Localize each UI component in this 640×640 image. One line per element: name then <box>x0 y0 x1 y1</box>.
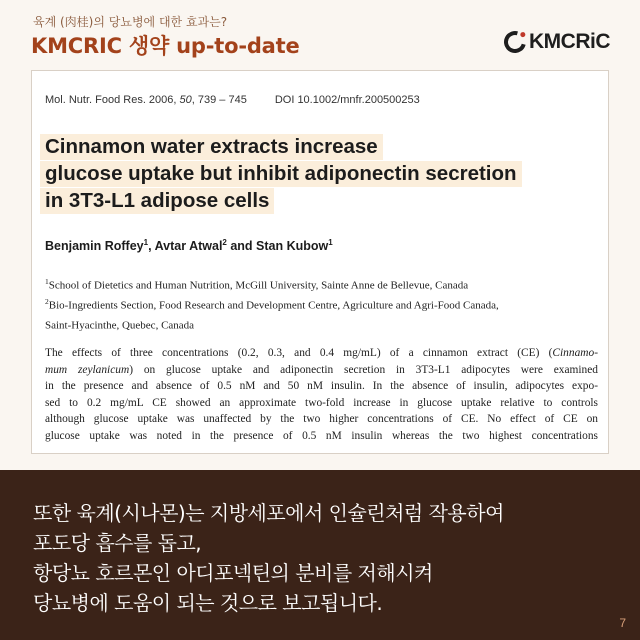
citation-pages: , 739 – 745 <box>191 94 247 106</box>
citation-journal: Mol. Nutr. Food Res. 2006, <box>45 94 180 106</box>
abstract-line: The effects of three concentrations (0.2, 0.3, and 0.4 mg/mL) of a cinnamon extract (CE) (Cinnamo- <box>45 347 598 359</box>
abstract-line: glucose uptake was noted in the presence of 0.5 nM insulin whereas the two highest concentrations <box>45 429 598 442</box>
header-title: KMCRIC 생약 up-to-date <box>31 34 300 58</box>
author-affil-mark: 2 <box>222 238 227 247</box>
abstract-line: in the presence and absence of 0.5 nM and 50 nM insulin. In the absence of insulin, adipocytes expo- <box>45 380 598 393</box>
author-affil-mark: 1 <box>328 238 333 247</box>
author-name: Avtar Atwal <box>154 239 223 254</box>
page-number: 7 <box>619 616 626 630</box>
affiliation-line <box>45 294 600 314</box>
author-name: Stan Kubow <box>256 239 329 254</box>
summary-line: 항당뇨 호르몬인 아디포넥틴의 분비를 저해시켜 <box>33 561 433 585</box>
header-subtitle: 육계 (肉桂)의 당뇨병에 대한 효과는? <box>33 15 228 29</box>
affiliation-line <box>45 314 600 334</box>
affil-mark: 1 <box>45 277 49 286</box>
summary-line: 당뇨병에 도움이 되는 것으로 보고됩니다. <box>33 591 383 615</box>
abstract-line: mum zeylanicum) on glucose uptake and adiponectin secretion in 3T3-L1 adipocytes were examined <box>45 363 598 376</box>
paper-title <box>40 133 580 214</box>
summary-text <box>33 498 504 618</box>
logo-text: KMCRiC <box>529 30 610 53</box>
affil-text: Bio-Ingredients Section, Food Research and Development Centre, Agriculture and Agri-Food Canada, <box>48 299 499 312</box>
kmcric-logo <box>504 30 610 54</box>
abstract-line: sed to 0.2 mg/mL CE showed an approximate two-fold increase in glucose uptake relative to controls <box>45 396 598 409</box>
header <box>0 0 640 66</box>
summary-line: 포도당 흡수를 돕고, <box>33 531 202 555</box>
author-sep: and <box>226 239 257 254</box>
citation-volume: 50 <box>179 94 192 106</box>
affil-mark: 2 <box>45 297 49 307</box>
author-affil-mark: 1 <box>143 238 149 247</box>
citation <box>45 94 420 106</box>
summary-line: 또한 육계(시나몬)는 지방세포에서 인슐린처럼 작용하여 <box>33 501 504 525</box>
abstract-line: although glucose uptake was unaffected by the two higher concentrations of CE. No effect of CE on <box>45 413 598 426</box>
authors <box>45 238 333 253</box>
citation-doi: DOI 10.1002/mnfr.200500253 <box>274 94 420 106</box>
paper-title-line: Cinnamon water extracts increase <box>40 134 383 160</box>
affil-text: School of Dietetics and Human Nutrition, McGill University, Sainte Anne de Bellevue, Canada <box>48 279 469 292</box>
affiliations <box>45 274 600 334</box>
author-sep: , <box>148 239 155 254</box>
paper-excerpt <box>31 70 609 454</box>
paper-title-line: in 3T3-L1 adipose cells <box>40 188 274 214</box>
author-name: Benjamin Roffey <box>45 239 144 254</box>
kmcric-logo-icon <box>500 27 530 57</box>
summary-panel <box>0 470 640 640</box>
paper-title-line: glucose uptake but inhibit adiponectin secretion <box>40 161 522 187</box>
affil-text: Saint-Hyacinthe, Quebec, Canada <box>45 319 195 332</box>
abstract <box>45 345 598 445</box>
affiliation-line <box>45 274 600 294</box>
